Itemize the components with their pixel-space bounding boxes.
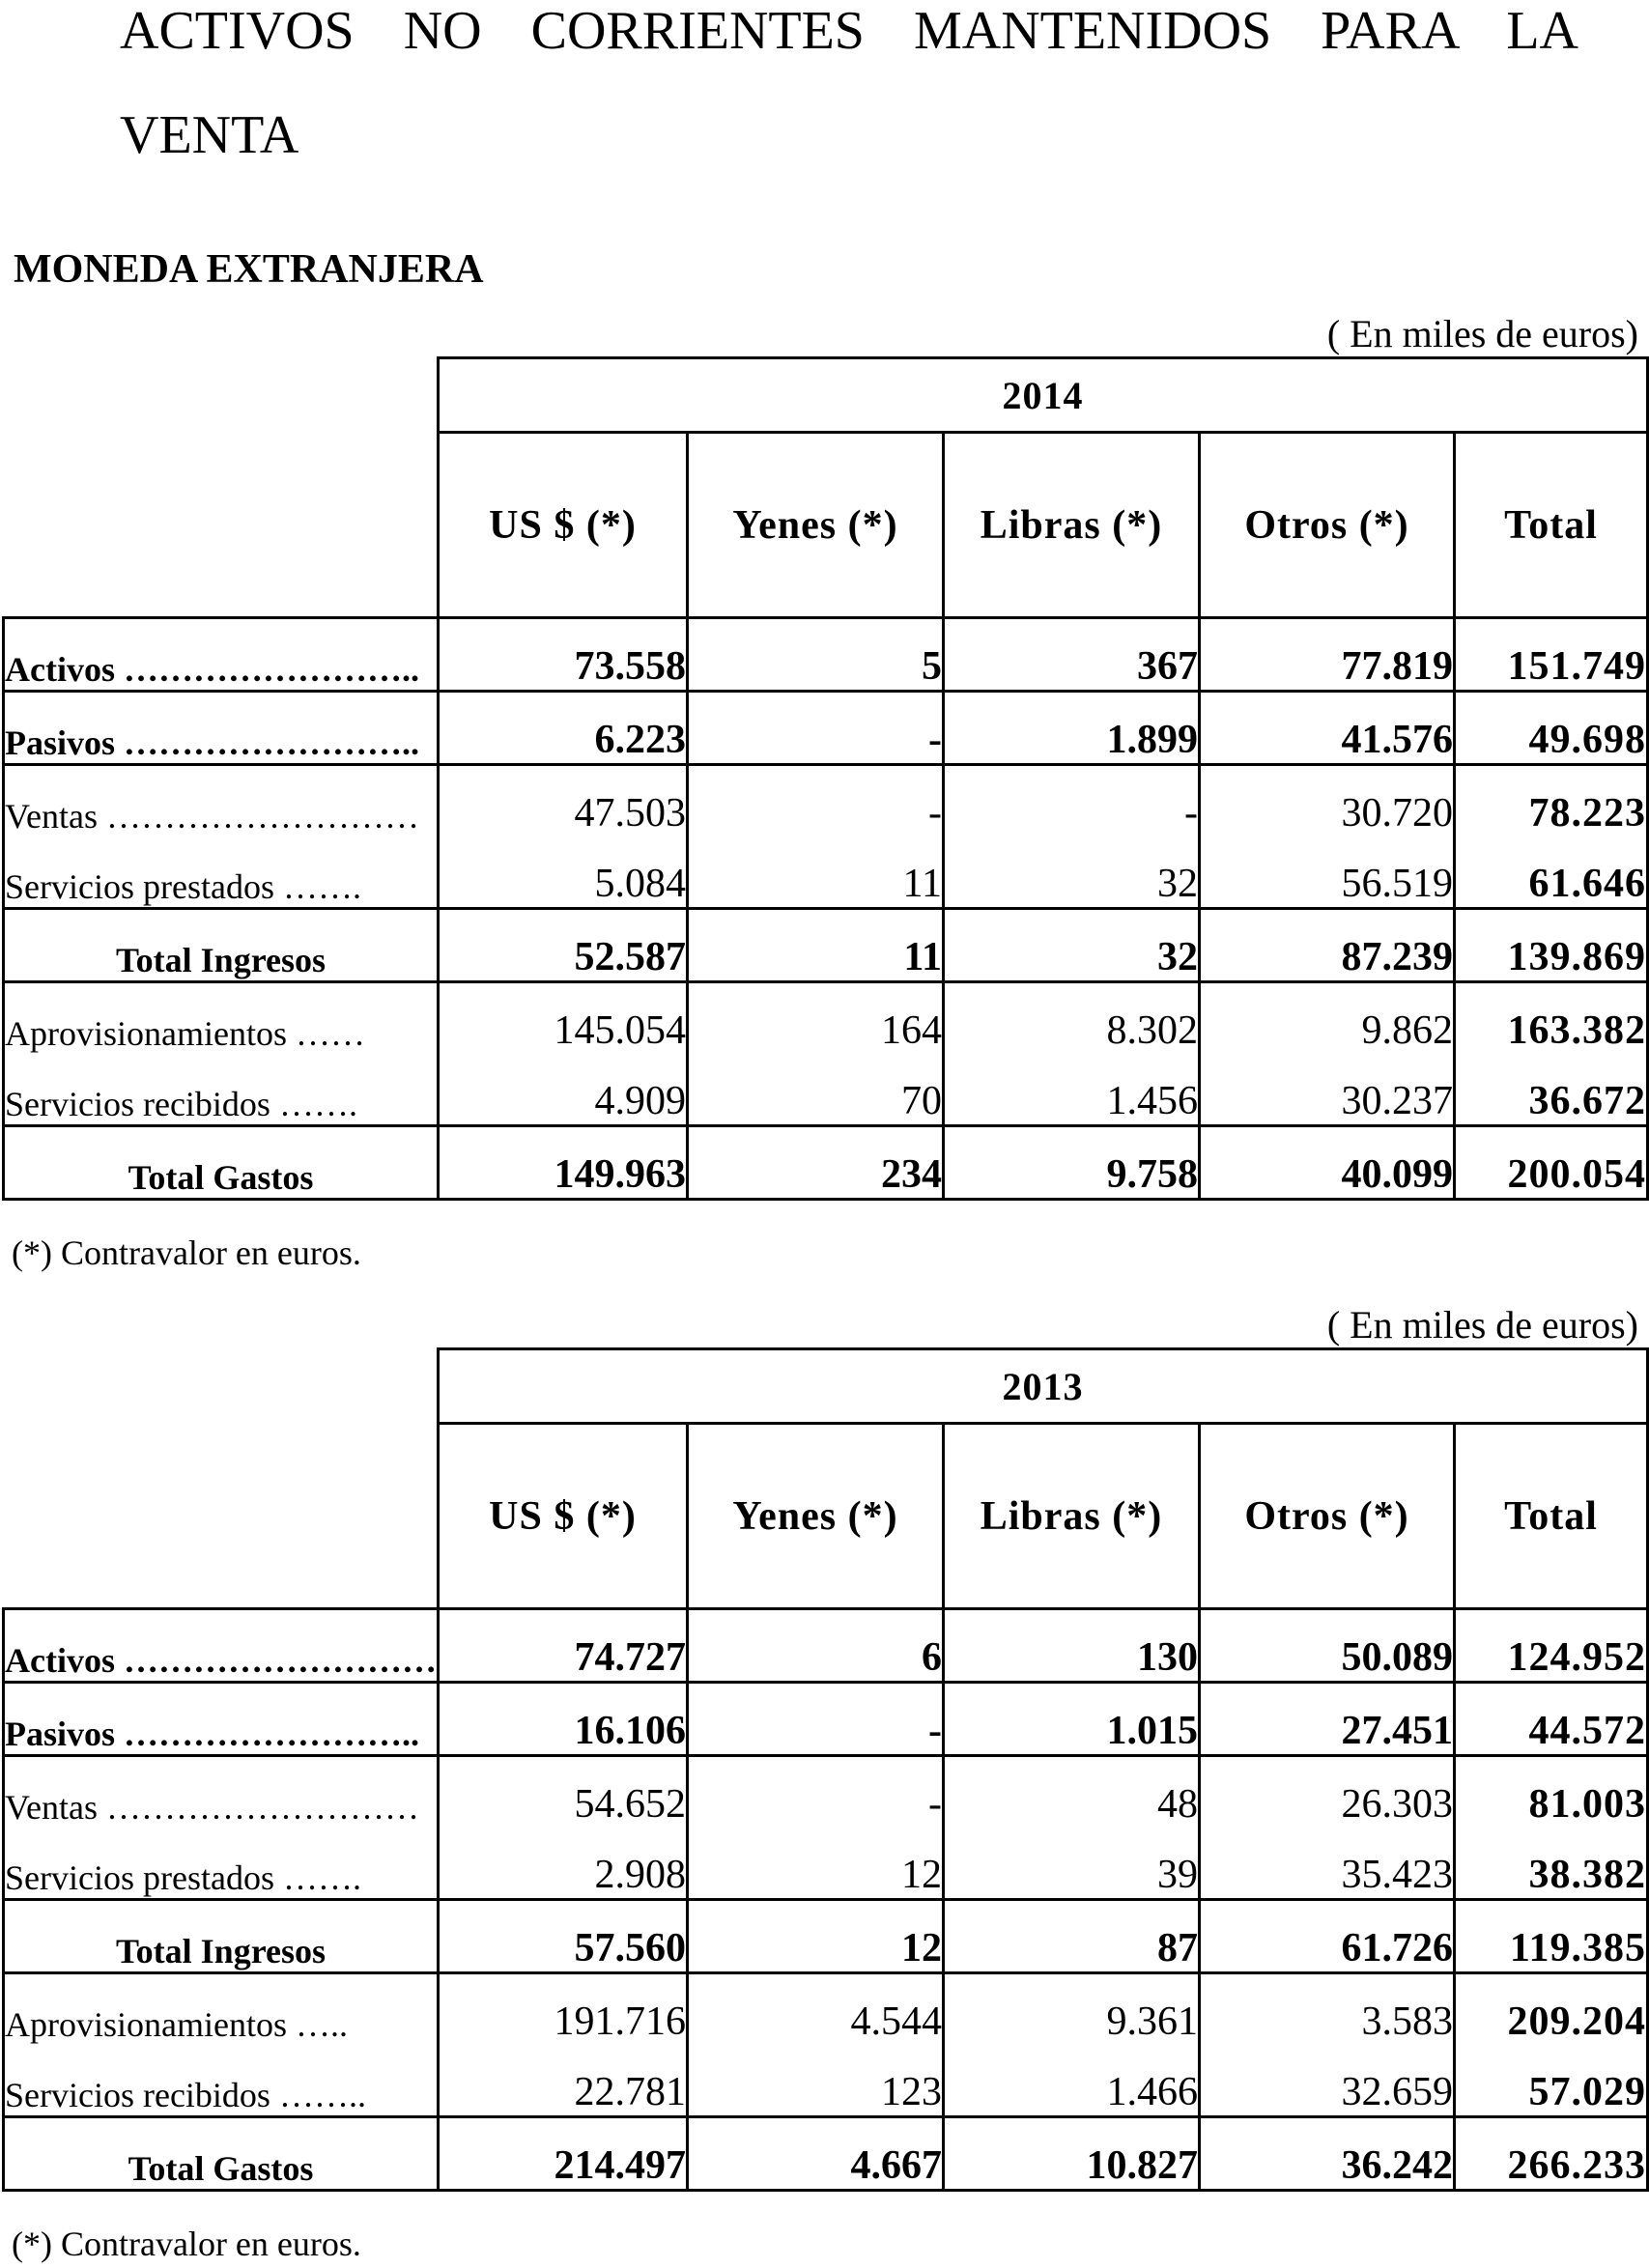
col-header-yenes: Yenes (*): [688, 1424, 944, 1609]
cell-value: 11: [688, 909, 944, 982]
table-row: [4, 982, 1648, 1055]
cell-value: 32: [944, 836, 1200, 909]
year-header: 2013: [439, 1349, 1648, 1424]
cell-value: -: [944, 765, 1200, 837]
cell-value: 8.302: [944, 982, 1200, 1055]
col-header-otros: Otros (*): [1200, 433, 1455, 618]
cell-value: -: [688, 692, 944, 765]
cell-value: 30.720: [1200, 765, 1455, 837]
cell-value: 39: [944, 1828, 1200, 1900]
units-label-2014: ( En miles de euros): [1326, 312, 1638, 355]
cell-value: 1.015: [944, 1683, 1200, 1756]
col-header-usd: US $ (*): [439, 1424, 688, 1609]
cell-value: 2.908: [439, 1828, 688, 1900]
cell-value: 77.819: [1200, 618, 1455, 692]
row-label: Total Gastos: [4, 2117, 439, 2191]
cell-value: 41.576: [1200, 692, 1455, 765]
page-title: ACTIVOS NO CORRIENTES MANTENIDOS PARA LA VENTA: [120, 1, 1578, 165]
table-row: [4, 1756, 1648, 1829]
row-label: Activos ……………………..: [4, 618, 439, 692]
cell-value: 87: [944, 1900, 1200, 1973]
cell-total: 151.749: [1455, 618, 1648, 692]
cell-total: 266.233: [1455, 2117, 1648, 2191]
table-row: [4, 1609, 1648, 1683]
table-row: [4, 1973, 1648, 2046]
cell-total: 163.382: [1455, 982, 1648, 1055]
cell-value: 4.544: [688, 1973, 944, 2046]
cell-total: 139.869: [1455, 909, 1648, 982]
cell-value: 74.727: [439, 1609, 688, 1683]
table-row: [4, 836, 1648, 909]
col-header-usd: US $ (*): [439, 433, 688, 618]
cell-value: 16.106: [439, 1683, 688, 1756]
row-label: Total Ingresos: [4, 909, 439, 982]
table-row-total: [4, 1126, 1648, 1200]
cell-value: 1.899: [944, 692, 1200, 765]
cell-value: 12: [688, 1828, 944, 1900]
row-label: Activos ………………………: [4, 1609, 439, 1683]
cell-total: 200.054: [1455, 1126, 1648, 1200]
table-row-total: [4, 1900, 1648, 1973]
cell-total: 119.385: [1455, 1900, 1648, 1973]
col-header-libras: Libras (*): [944, 1424, 1200, 1609]
cell-value: 4.667: [688, 2117, 944, 2191]
cell-value: 87.239: [1200, 909, 1455, 982]
cell-value: 145.054: [439, 982, 688, 1055]
cell-value: 22.781: [439, 2045, 688, 2117]
cell-total: 209.204: [1455, 1973, 1648, 2046]
cell-value: 48: [944, 1756, 1200, 1829]
row-label: Aprovisionamientos …..: [4, 1973, 439, 2046]
cell-value: 214.497: [439, 2117, 688, 2191]
table-row: [4, 692, 1648, 765]
col-header-libras: Libras (*): [944, 433, 1200, 618]
col-header-yenes: Yenes (*): [688, 433, 944, 618]
section-title: MONEDA EXTRANJERA: [14, 247, 484, 292]
cell-value: 6: [688, 1609, 944, 1683]
row-label: Servicios prestados …….: [4, 836, 439, 909]
cell-value: 52.587: [439, 909, 688, 982]
table-row: [4, 1828, 1648, 1900]
table-row: [4, 765, 1648, 837]
cell-value: 9.361: [944, 1973, 1200, 2046]
cell-total: 81.003: [1455, 1756, 1648, 1829]
cell-total: 61.646: [1455, 836, 1648, 909]
cell-value: -: [688, 765, 944, 837]
cell-value: 36.242: [1200, 2117, 1455, 2191]
cell-value: 4.909: [439, 1054, 688, 1126]
cell-value: 6.223: [439, 692, 688, 765]
cell-value: 32.659: [1200, 2045, 1455, 2117]
cell-value: 61.726: [1200, 1900, 1455, 1973]
fx-table-2013: [2, 1347, 1649, 2192]
cell-value: 1.466: [944, 2045, 1200, 2117]
cell-value: 149.963: [439, 1126, 688, 1200]
cell-value: 35.423: [1200, 1828, 1455, 1900]
units-label-2013: ( En miles de euros): [1326, 1303, 1638, 1347]
footnote-2013: (*) Contravalor en euros.: [12, 2225, 361, 2263]
cell-value: 12: [688, 1900, 944, 1973]
row-label: Total Gastos: [4, 1126, 439, 1200]
year-header: 2014: [439, 358, 1648, 433]
cell-total: 44.572: [1455, 1683, 1648, 1756]
row-label: Pasivos ……………………..: [4, 1683, 439, 1756]
cell-total: 49.698: [1455, 692, 1648, 765]
table-row: [4, 1054, 1648, 1126]
table-row-total: [4, 2117, 1648, 2191]
cell-total: 57.029: [1455, 2045, 1648, 2117]
cell-total: 78.223: [1455, 765, 1648, 837]
cell-value: 5.084: [439, 836, 688, 909]
table-row: [4, 618, 1648, 692]
cell-value: 57.560: [439, 1900, 688, 1973]
table-row: [4, 1683, 1648, 1756]
cell-total: 36.672: [1455, 1054, 1648, 1126]
cell-value: 164: [688, 982, 944, 1055]
cell-value: 10.827: [944, 2117, 1200, 2191]
col-header-total: Total: [1455, 433, 1648, 618]
cell-value: 191.716: [439, 1973, 688, 2046]
row-label: Aprovisionamientos ……: [4, 982, 439, 1055]
fx-table-2014: [2, 356, 1649, 1201]
footnote-2014: (*) Contravalor en euros.: [12, 1233, 361, 1272]
row-label: Ventas ………………………: [4, 1756, 439, 1829]
row-label: Servicios recibidos ……..: [4, 2045, 439, 2117]
row-label: Servicios recibidos …….: [4, 1054, 439, 1126]
cell-value: 9.758: [944, 1126, 1200, 1200]
cell-value: 30.237: [1200, 1054, 1455, 1126]
table-row: [4, 2045, 1648, 2117]
cell-value: 234: [688, 1126, 944, 1200]
cell-value: 9.862: [1200, 982, 1455, 1055]
cell-value: 5: [688, 618, 944, 692]
cell-total: 38.382: [1455, 1828, 1648, 1900]
cell-value: -: [688, 1683, 944, 1756]
row-label: Ventas ………………………: [4, 765, 439, 837]
cell-value: 40.099: [1200, 1126, 1455, 1200]
cell-value: 3.583: [1200, 1973, 1455, 2046]
row-label: Total Ingresos: [4, 1900, 439, 1973]
cell-value: -: [688, 1756, 944, 1829]
cell-value: 54.652: [439, 1756, 688, 1829]
cell-value: 27.451: [1200, 1683, 1455, 1756]
cell-value: 11: [688, 836, 944, 909]
cell-value: 1.456: [944, 1054, 1200, 1126]
cell-value: 26.303: [1200, 1756, 1455, 1829]
cell-value: 73.558: [439, 618, 688, 692]
cell-value: 123: [688, 2045, 944, 2117]
row-label: Pasivos ……………………..: [4, 692, 439, 765]
cell-total: 124.952: [1455, 1609, 1648, 1683]
cell-value: 32: [944, 909, 1200, 982]
row-label: Servicios prestados …….: [4, 1828, 439, 1900]
cell-value: 130: [944, 1609, 1200, 1683]
cell-value: 47.503: [439, 765, 688, 837]
cell-value: 56.519: [1200, 836, 1455, 909]
col-header-otros: Otros (*): [1200, 1424, 1455, 1609]
col-header-total: Total: [1455, 1424, 1648, 1609]
table-row-total: [4, 909, 1648, 982]
cell-value: 50.089: [1200, 1609, 1455, 1683]
cell-value: 367: [944, 618, 1200, 692]
cell-value: 70: [688, 1054, 944, 1126]
